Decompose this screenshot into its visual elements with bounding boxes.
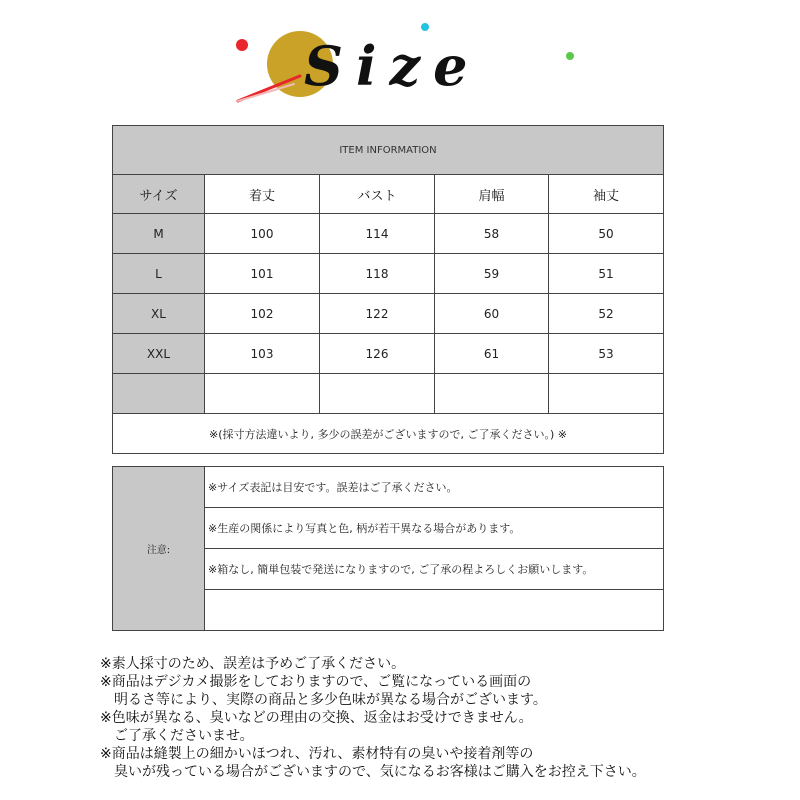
size-label: L [113, 254, 205, 294]
header-shoulder: 肩幅 [435, 175, 549, 214]
note-line-empty [205, 590, 664, 631]
table-row [113, 214, 664, 254]
disclaimer-line: ご了承くださいませ。 [100, 728, 254, 744]
size-header [0, 0, 800, 118]
sleeve-value: 53 [549, 334, 664, 374]
length-value: 103 [205, 334, 320, 374]
empty-cell [205, 374, 320, 414]
note-line: ※箱なし, 簡単包装で発送になりますので, ご了承の程よろしくお願いします。 [205, 549, 664, 590]
table-title-row [113, 126, 664, 175]
size-logo-text: Size [304, 34, 481, 98]
header-size: サイズ [113, 175, 205, 214]
table-header-row [113, 175, 664, 214]
header-bust: バスト [320, 175, 435, 214]
size-label: XXL [113, 334, 205, 374]
disclaimer-line: ※色味が異なる、臭いなどの理由の交換、返金はお受けできません。 [100, 710, 533, 726]
sleeve-value: 52 [549, 294, 664, 334]
bust-value: 114 [320, 214, 435, 254]
table-row [113, 254, 664, 294]
disclaimer-line: ※商品は縫製上の細かいほつれ、汚れ、素材特有の臭いや接着剤等の [100, 746, 534, 762]
empty-cell [320, 374, 435, 414]
measurement-note: ※(採寸方法違いより, 多少の誤差がございますので, ご了承ください。) ※ [113, 414, 664, 454]
table-row-empty [113, 374, 664, 414]
empty-cell [113, 374, 205, 414]
header-sleeve: 袖丈 [549, 175, 664, 214]
sleeve-value: 50 [549, 214, 664, 254]
green-dot-icon [566, 52, 574, 60]
shoulder-value: 61 [435, 334, 549, 374]
sleeve-value: 51 [549, 254, 664, 294]
measurement-note-row [113, 414, 664, 454]
bust-value: 118 [320, 254, 435, 294]
size-label: M [113, 214, 205, 254]
disclaimer-line: ※素人採寸のため、誤差は予めご了承ください。 [100, 656, 406, 672]
table-row [113, 334, 664, 374]
shoulder-value: 60 [435, 294, 549, 334]
disclaimer-line: ※商品はデジカメ撮影をしておりますので、ご覧になっている画面の [100, 674, 532, 690]
cyan-dot-icon [421, 23, 429, 31]
size-label: XL [113, 294, 205, 334]
table-row [113, 294, 664, 334]
empty-cell [549, 374, 664, 414]
note-line: ※生産の関係により写真と色, 柄が若干異なる場合があります。 [205, 508, 664, 549]
size-table [112, 125, 664, 454]
notes-table [112, 466, 664, 631]
empty-cell [435, 374, 549, 414]
bust-value: 122 [320, 294, 435, 334]
disclaimer-text [100, 655, 790, 781]
bust-value: 126 [320, 334, 435, 374]
red-dot-icon [236, 39, 248, 51]
item-information-title: ITEM INFORMATION [113, 126, 664, 175]
disclaimer-line: 臭いが残っている場合がございますので、気になるお客様はご購入をお控え下さい。 [100, 764, 646, 780]
header-length: 着丈 [205, 175, 320, 214]
length-value: 100 [205, 214, 320, 254]
length-value: 101 [205, 254, 320, 294]
note-line: ※サイズ表記は目安です。誤差はご了承ください。 [205, 467, 664, 508]
notes-label: 注意: [113, 467, 205, 631]
disclaimer-line: 明るさ等により、実際の商品と多少色味が異なる場合がございます。 [100, 692, 547, 708]
length-value: 102 [205, 294, 320, 334]
shoulder-value: 58 [435, 214, 549, 254]
shoulder-value: 59 [435, 254, 549, 294]
